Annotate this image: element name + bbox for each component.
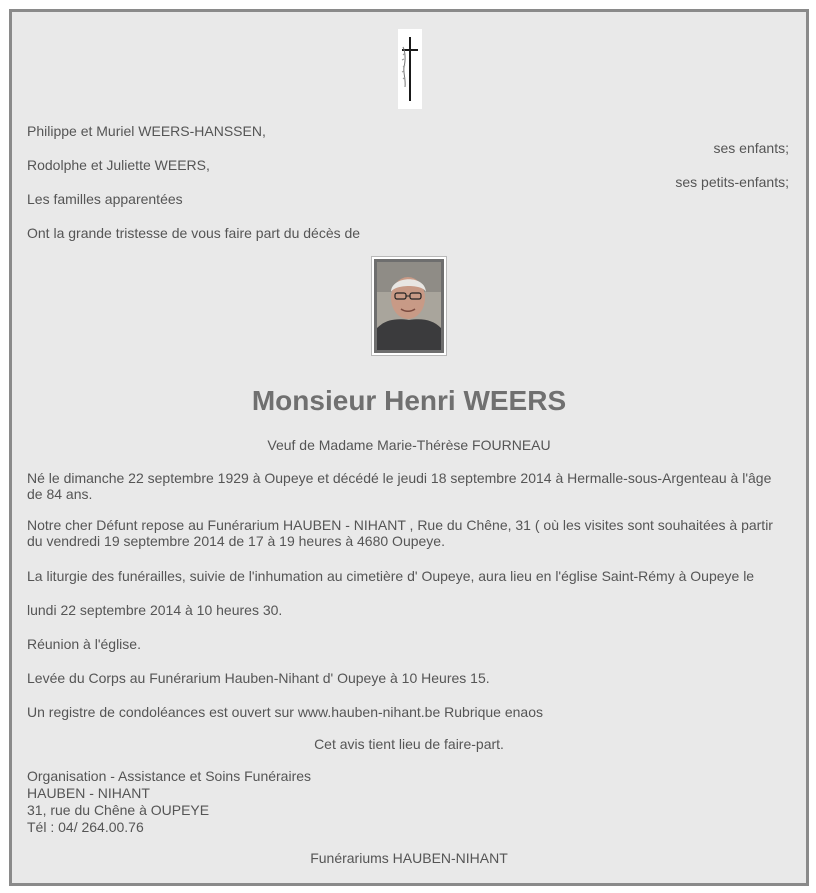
deceased-name: Monsieur Henri WEERS	[251, 385, 567, 416]
organisation-line2: HAUBEN - NIHANT	[27, 785, 150, 801]
organisation-line3: 31, rue du Chêne à OUPEYE	[27, 802, 210, 818]
cross-icon	[398, 29, 422, 109]
birth-death-text: Né le dimanche 22 septembre 1929 à Oupeye et décédé le jeudi 18 septembre 2014 à Hermalle-sous-Argenteau à l'âge de 84 ans.	[27, 470, 772, 502]
liturgy-text: La liturgie des funérailles, suivie de l'inhumation au cimetière d' Oupeye, aura lieu en l'église Saint-Rémy à Oupeye le	[27, 568, 755, 584]
intro-text: Ont la grande tristesse de vous faire part du décès de	[27, 225, 361, 241]
footer-text: Funérariums HAUBEN-NIHANT	[310, 850, 508, 866]
funeral-date: lundi 22 septembre 2014 à 10 heures 30.	[27, 602, 283, 618]
grandchildren-names: Rodolphe et Juliette WEERS,	[27, 157, 210, 173]
grandchildren-role: ses petits-enfants;	[675, 174, 789, 190]
children-names: Philippe et Muriel WEERS-HANSSEN,	[27, 123, 266, 139]
organisation-phone: Tél : 04/ 264.00.76	[27, 819, 144, 835]
organisation-line1: Organisation - Assistance et Soins Funéraires	[27, 768, 312, 784]
children-role: ses enfants;	[713, 140, 789, 156]
visitation-text: Notre cher Défunt repose au Funérarium HAUBEN - NIHANT , Rue du Chêne, 31 ( où les visites sont souhaitées à partir du vendredi 19 septembre 2014 de 17 à 19 heures à 4680 Oupeye.	[27, 517, 773, 549]
meeting-text: Réunion à l'église.	[27, 636, 141, 652]
levee-text: Levée du Corps au Funérarium Hauben-Nihant d' Oupeye à 10 Heures 15.	[27, 670, 490, 686]
portrait-photo	[371, 256, 447, 356]
related-families: Les familles apparentées	[27, 191, 183, 207]
registry-text: Un registre de condoléances est ouvert sur www.hauben-nihant.be Rubrique enaos	[27, 704, 543, 720]
notice-text: Cet avis tient lieu de faire-part.	[314, 736, 504, 752]
widower-text: Veuf de Madame Marie-Thérèse FOURNEAU	[267, 437, 551, 453]
obituary-frame	[9, 9, 809, 886]
